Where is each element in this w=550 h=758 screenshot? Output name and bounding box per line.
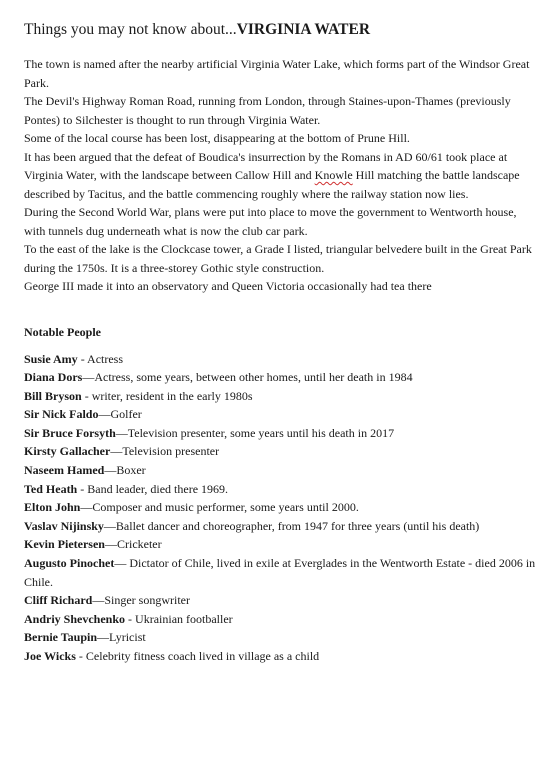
intro-paragraph: George III made it into an observatory and Queen Victoria occasionally had tea there xyxy=(24,279,432,293)
person-entry xyxy=(24,480,536,499)
intro-paragraph: Some of the local course has been lost, disappearing at the bottom of Prune Hill. xyxy=(24,131,410,145)
person-name: Joe Wicks xyxy=(24,649,76,663)
person-separator: — xyxy=(97,630,110,645)
title-place: VIRGINIA WATER xyxy=(236,21,371,38)
person-entry xyxy=(24,554,536,591)
person-entry xyxy=(24,517,536,536)
person-description: Ballet dancer and choreographer, from 1947 for three years (until his death) xyxy=(115,518,480,533)
title-prefix: Things you may not know about... xyxy=(24,21,237,38)
person-separator: — xyxy=(82,370,95,385)
person-description: Celebrity fitness coach lived in village as a child xyxy=(85,649,320,663)
person-description: Actress, some years, between other homes, until her death in 1984 xyxy=(94,370,413,385)
person-separator: — xyxy=(110,444,123,459)
person-entry xyxy=(24,350,536,369)
person-description: writer, resident in the early 1980s xyxy=(91,388,253,403)
person-entry xyxy=(24,442,536,461)
document-page xyxy=(24,20,536,666)
person-entry xyxy=(24,368,536,387)
person-name: Bernie Taupin xyxy=(24,630,98,645)
person-separator: — xyxy=(115,425,128,440)
person-entry xyxy=(24,535,536,554)
intro-paragraph: During the Second World War, plans were put into place to move the government to Wentworth house, with tunnels dug underneath what is now the club car park. xyxy=(24,205,517,238)
person-name: Naseem Hamed xyxy=(24,463,105,478)
person-separator: - xyxy=(75,649,86,663)
person-description: Television presenter, some years until his death in 2017 xyxy=(127,425,395,440)
spellcheck-underline: Knowle xyxy=(314,168,353,182)
person-separator: — xyxy=(104,537,117,552)
person-name: Cliff Richard xyxy=(24,593,93,608)
person-entry xyxy=(24,628,536,647)
intro-paragraph: To the east of the lake is the Clockcase tower, a Grade I listed, triangular belvedere built in the Great Park during the 1750s. It is a three-storey Gothic style construction. xyxy=(24,242,532,275)
person-name: Diana Dors xyxy=(24,370,83,385)
person-separator: — xyxy=(98,407,111,422)
notable-people-list xyxy=(24,350,536,666)
person-name: Andriy Shevchenko xyxy=(24,611,126,626)
person-entry xyxy=(24,387,536,406)
person-entry xyxy=(24,498,536,517)
person-description: Actress xyxy=(87,351,124,366)
person-separator: — xyxy=(114,556,130,571)
person-separator: - xyxy=(77,481,88,496)
person-entry xyxy=(24,591,536,610)
person-name: Augusto Pinochet xyxy=(24,556,115,571)
person-name: Sir Bruce Forsyth xyxy=(24,425,116,440)
intro-paragraph: The Devil's Highway Roman Road, running from London, through Staines-upon-Thames (previously Pontes) to Silchester is thought to run through Virginia Water. xyxy=(24,94,511,127)
intro-section xyxy=(24,55,536,296)
person-separator: - xyxy=(125,611,136,626)
person-description: Boxer xyxy=(116,463,146,478)
person-description: Band leader, died there 1969. xyxy=(87,481,229,496)
person-description: Lyricist xyxy=(109,630,146,645)
person-description: Dictator of Chile, lived in exile at Everglades in the Wentworth Estate - died 2006 in Chile. xyxy=(24,556,536,589)
person-entry xyxy=(24,405,536,424)
person-name: Susie Amy xyxy=(24,351,78,366)
person-description: Composer and music performer, some years until 2000. xyxy=(92,500,359,515)
person-name: Sir Nick Faldo xyxy=(24,407,99,422)
intro-paragraph: The town is named after the nearby artificial Virginia Water Lake, which forms part of the Windsor Great Park. xyxy=(24,57,530,90)
person-entry xyxy=(24,647,536,666)
person-description: Television presenter xyxy=(122,444,220,459)
person-entry xyxy=(24,424,536,443)
person-name: Kirsty Gallacher xyxy=(24,444,111,459)
person-separator: — xyxy=(104,463,117,478)
person-separator: - xyxy=(81,388,92,403)
person-entry xyxy=(24,461,536,480)
person-name: Kevin Pietersen xyxy=(24,537,105,552)
person-description: Singer songwriter xyxy=(104,593,190,608)
person-description: Cricketer xyxy=(116,537,162,552)
person-separator: - xyxy=(77,351,88,366)
page-title xyxy=(24,20,536,40)
person-description: Ukrainian footballer xyxy=(135,611,233,626)
person-separator: — xyxy=(92,593,105,608)
person-name: Elton John xyxy=(24,500,81,515)
person-entry xyxy=(24,610,536,629)
person-separator: — xyxy=(80,500,93,515)
notable-people-heading: Notable People xyxy=(24,324,101,339)
intro-paragraph: It has been argued that the defeat of Boudica's insurrection by the Romans in AD 60/61 took place at Virginia Water, with the landscape between Callow Hill and Knowle Hill matching the battle landscape described by Tacitus, and the battle commencing roughly where the railway station now lies. xyxy=(24,149,520,201)
person-name: Vaslav Nijinsky xyxy=(24,518,104,533)
person-separator: — xyxy=(103,518,116,533)
person-description: Golfer xyxy=(110,407,142,422)
person-name: Ted Heath xyxy=(24,481,78,496)
person-name: Bill Bryson xyxy=(24,388,82,403)
